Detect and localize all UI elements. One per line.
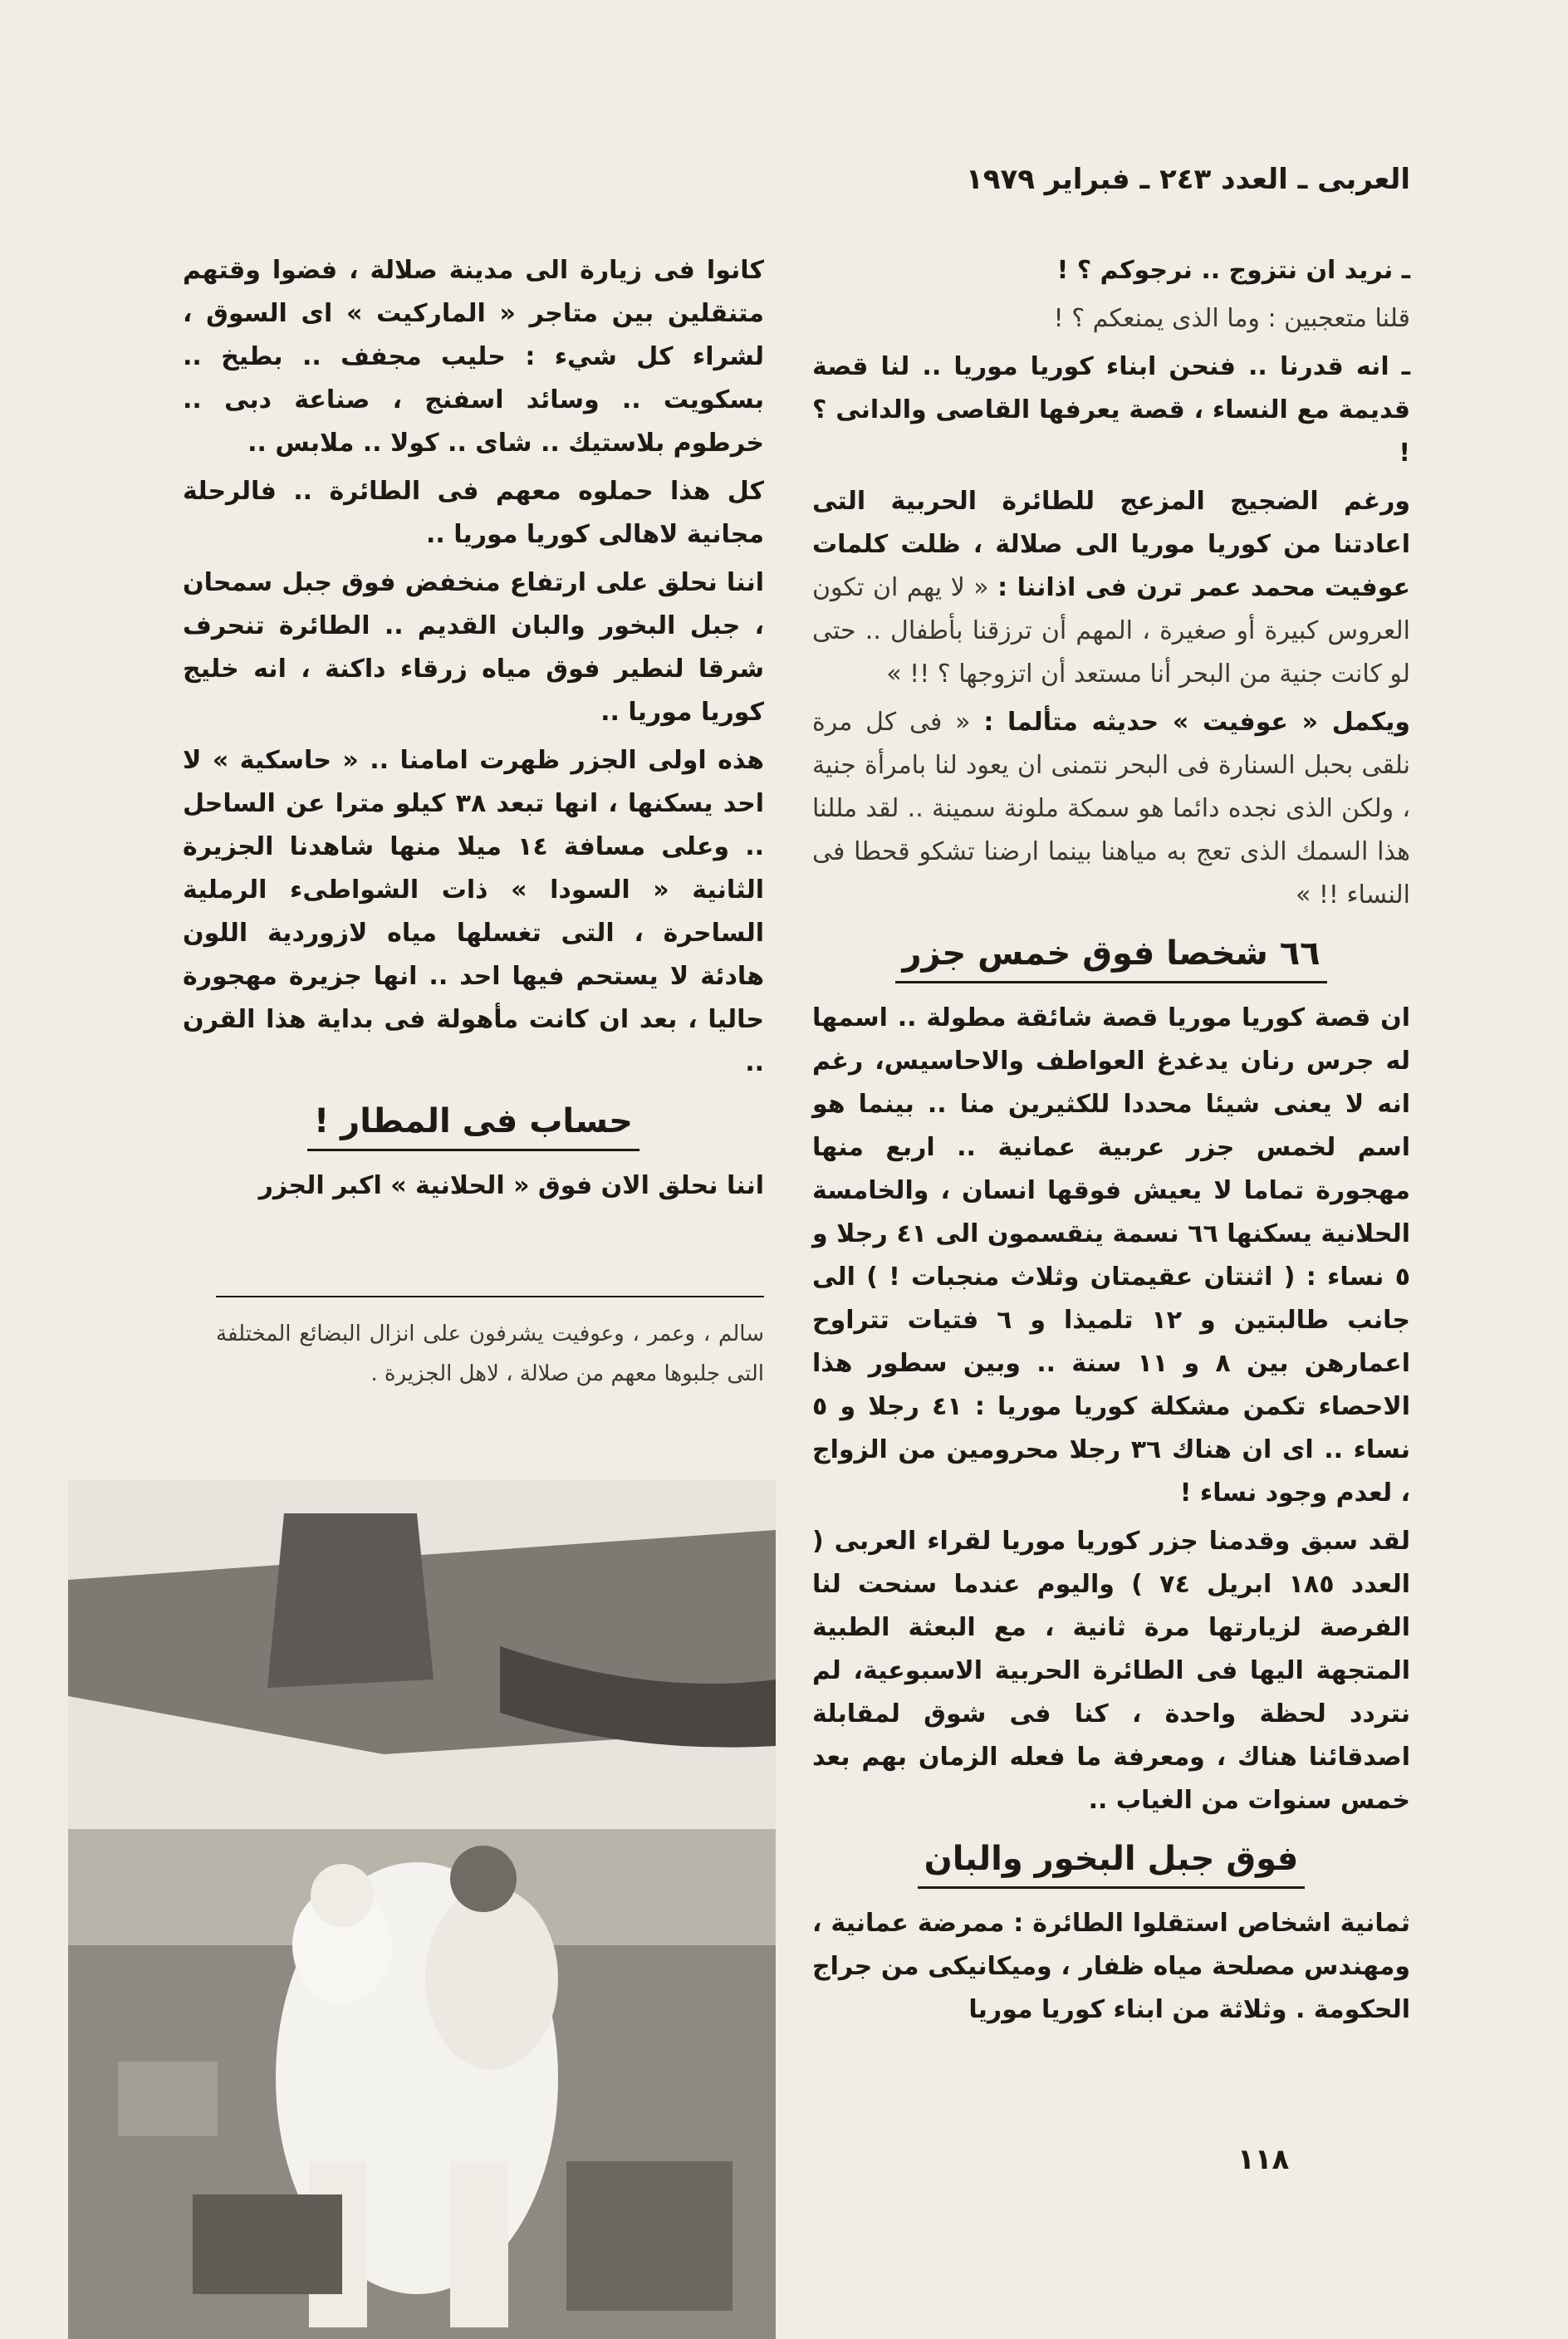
photo-caption: سالم ، وعمر ، وعوفيت يشرفون على انزال البضائع المختلفة التى جلبوها معهم من صلالة ، لاهل الجزيرة . [216, 1296, 764, 1394]
quote: « فى كل مرة نلقى بحبل السنارة فى البحر نتمنى ان يعود لنا بامرأة جنية ، ولكن الذى نجده دائما هو سمكة ملونة سمينة .. لقد مللنا هذا السمك الذى تعج به مياهنا بينما ارضنا تشكو قحطا فى النساء !! » [812, 708, 1410, 910]
paragraph: لقد سبق وقدمنا جزر كوريا موريا لقراء العربى ( العدد ١٨٥ ابريل ٧٤ ) واليوم عندما سنحت لنا الفرصة لزيارتها مرة ثانية ، مع البعثة الطبية المتجهة اليها فى الطائرة الحربية الاسبوعية، لم نتردد لحظة واحدة ، كنا فى شوق لمقابلة اصدقائنا هناك ، ومعرفة ما فعله الزمان بهم بعد خمس سنوات من الغياب .. [812, 1527, 1410, 1815]
left-column [183, 249, 764, 1213]
right-column [812, 249, 1410, 2037]
photograph [68, 1480, 776, 2339]
paragraph: قلنا متعجبين : وما الذى يمنعكم ؟ ! [1053, 304, 1410, 333]
paragraph: ـ انه قدرنا .. فنحن ابناء كوريا موريا .. لنا قصة قديمة مع النساء ، قصة يعرفها القاصى والدانى ؟ ! [812, 352, 1410, 468]
section-heading: حساب فى المطار ! [183, 1100, 764, 1143]
paragraph [812, 701, 1410, 917]
paragraph: هذه اولى الجزر ظهرت امامنا .. « حاسكية » لا احد يسكنها ، انها تبعد ٣٨ كيلو مترا عن الساحل .. وعلى مسافة ١٤ ميلا منها شاهدنا الجزيرة الثانية « السودا » ذات الشواطىء الرملية الساحرة ، التى تغسلها مياه لازوردية اللون هادئة لا يستحم فيها احد .. انها جزيرة مهجورة حاليا ، بعد ان كانت مأهولة فى بداية هذا القرن .. [183, 746, 764, 1077]
paragraph: ـ نريد ان نتزوج .. نرجوكم ؟ ! [1056, 256, 1410, 285]
paragraph [812, 480, 1410, 696]
paragraph: اننا نحلق الان فوق « الحلانية » اكبر الجزر [258, 1171, 764, 1200]
paragraph-bold: ورغم الضجيج المزعج للطائرة الحربية التى اعادتنا من كوريا موريا الى صلالة ، ظلت كلمات عوفيت محمد عمر ترن فى اذاننا : [812, 487, 1410, 602]
paragraph: اننا نحلق على ارتفاع منخفض فوق جبل سمحان ، جبل البخور والبان القديم .. الطائرة تنحرف شرقا لنطير فوق مياه زرقاء داكنة ، انه خليج كوريا موريا .. [183, 568, 764, 727]
page-header: العربى ـ العدد ٢٤٣ ـ فبراير ١٩٧٩ [965, 163, 1410, 196]
paragraph-bold: ويكمل « عوفيت » حديثه متألما : [983, 708, 1410, 737]
page-number: ١١٨ [1237, 2143, 1290, 2176]
section-heading: فوق جبل البخور والبان [812, 1837, 1410, 1881]
quote: « لا يهم ان تكون العروس كبيرة أو صغيرة ، المهم أن ترزقنا بأطفال .. حتى لو كانت جنية من البحر أنا مستعد أن اتزوجها ؟ !! » [812, 573, 1410, 689]
paragraph: ثمانية اشخاص استقلوا الطائرة : ممرضة عمانية ، ومهندس مصلحة مياه ظفار ، وميكانيكى من جراج الحكومة . وثلاثة من ابناء كوريا موريا [812, 1909, 1410, 2024]
paragraph: ان قصة كوريا موريا قصة شائقة مطولة .. اسمها له جرس رنان يدغدغ العواطف والاحاسيس، رغم انه لا يعنى شيئا محددا للكثيرين منا .. بينما هو اسم لخمس جزر عربية عمانية .. اربع منها مهجورة تماما لا يعيش فوقها انسان ، والخامسة الحلانية يسكنها ٦٦ نسمة ينقسمون الى ٤١ رجلا و ٥ نساء : ( اثنتان عقيمتان وثلاث منجبات ! ) الى جانب طالبتين و ١٢ تلميذا و ٦ فتيات تتراوح اعمارهن بين ٨ و ١١ سنة .. وبين سطور هذا الاحصاء تكمن مشكلة كوريا موريا : ٤١ رجلا و ٥ نساء .. اى ان هناك ٣٦ رجلا محرومين من الزواج ، لعدم وجود نساء ! [812, 1003, 1410, 1508]
photo-illustration [68, 1480, 776, 2339]
paragraph: كانوا فى زيارة الى مدينة صلالة ، فضوا وقتهم متنقلين بين متاجر « الماركيت » اى السوق ، لشراء كل شيء : حليب مجفف .. بطيخ .. بسكويت .. وسائد اسفنج ، صناعة دبى .. خرطوم بلاستيك .. شاى .. كولا .. ملابس .. [183, 256, 764, 458]
section-heading: ٦٦ شخصا فوق خمس جزر [812, 932, 1410, 975]
paragraph: كل هذا حملوه معهم فى الطائرة .. فالرحلة مجانية لاهالى كوريا موريا .. [183, 477, 764, 549]
